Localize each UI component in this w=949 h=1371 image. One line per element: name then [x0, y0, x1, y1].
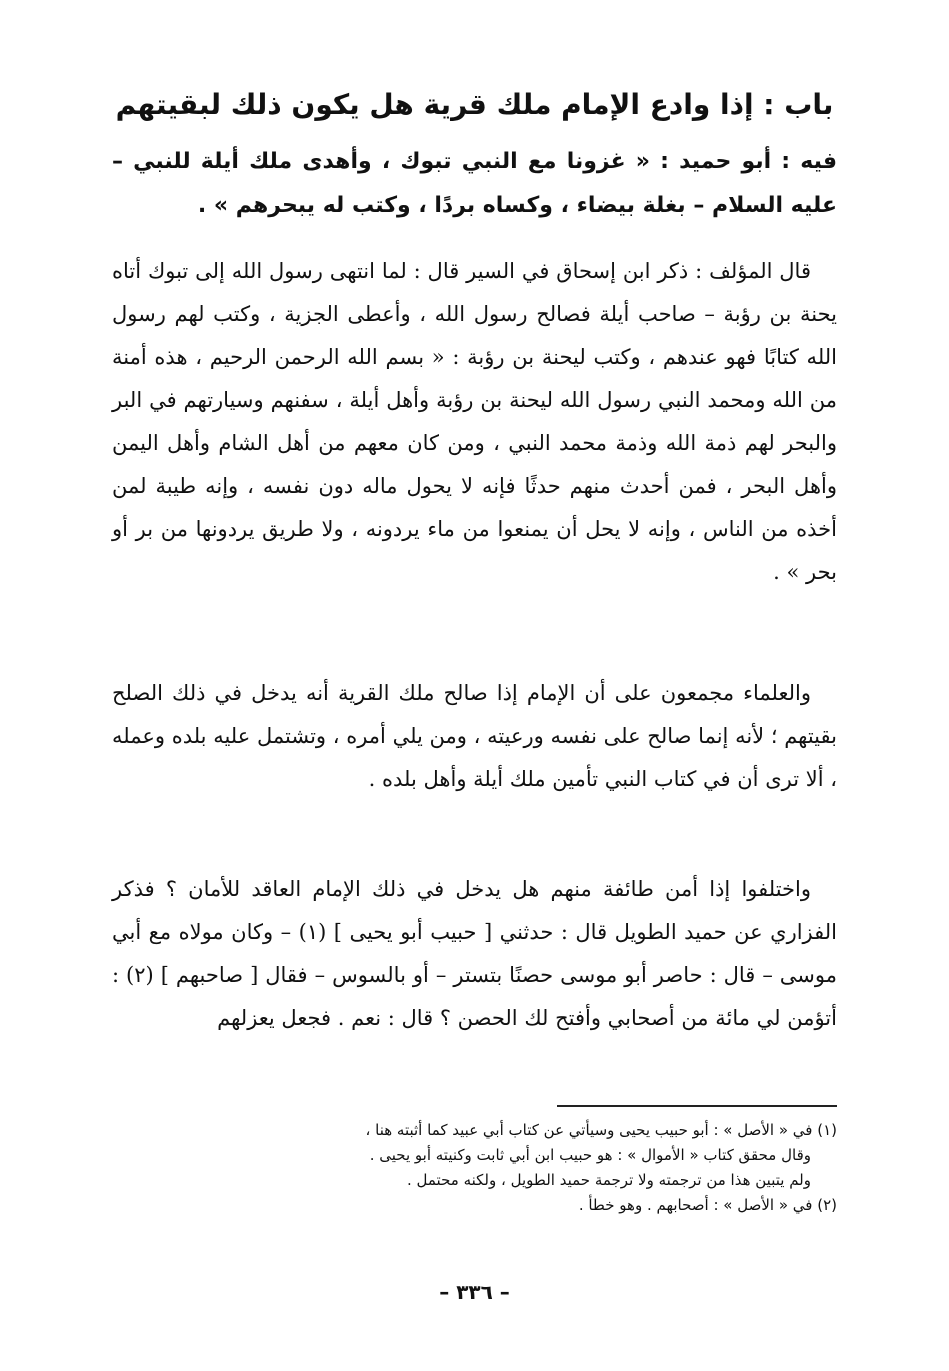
body-paragraph-2 [112, 672, 837, 801]
paragraph-text: قال المؤلف : ذكر ابن إسحاق في السير قال : لما انتهى رسول الله إلى تبوك أتاه يحنة بن رؤبة – صاحب أيلة فصالح رسول الله ، وأعطى الجزية ، وكتب لهم رسول الله كتابًا فهو عندهم ، وكتب ليحنة بن رؤبة : « بسم الله الرحمن الرحيم ، هذه أمنة من الله ومحمد النبي رسول الله ليحنة بن رؤبة وأهل أيلة ، سفنهم وسيارتهم في البر والبحر لهم ذمة الله وذمة محمد النبي ، ومن كان معهم من أهل الشام وأهل اليمن وأهل البحر ، فمن أحدث منهم حدثًا فإنه لا يحول ماله دون نفسه ، وإنه طيبة لمن أخذه من الناس ، وإنه لا يحل أن يمنعوا من ماء يردونه ، ولا طريق يردونها من بر أو بحر » . [112, 259, 837, 584]
footnote-2: (٢) في « الأصل » : أصحابهم . وهو خطأ . [578, 1196, 837, 1214]
body-paragraph-1 [112, 250, 837, 594]
hadith-text: فيه : أبو حميد : « غزونا مع النبي تبوك ، وأهدى ملك أيلة للنبي – عليه السلام – بغلة بيضاء ، وكساه بردًا ، وكتب له يبحرهم » . [112, 149, 837, 218]
page-number: – ٣٣٦ – [439, 1280, 510, 1304]
footnote-1-line-3: ولم يتبين هذا من ترجمته ولا ترجمة حميد الطويل ، ولكنه محتمل . [406, 1171, 811, 1189]
footnote-1-line-1: (١) في « الأصل » : أبو حبيب يحيى وسيأتي عن كتاب أبي عبيد كما أثبته هنا ، [365, 1121, 837, 1139]
body-paragraph-3 [112, 868, 837, 1040]
paragraph-text: والعلماء مجمعون على أن الإمام إذا صالح ملك القرية أنه يدخل في ذلك الصلح بقيتهم ؛ لأنه إنما صالح على نفسه ورعيته ، ومن يلي أمره ، وتشتمل عليه بلده وعمله ، ألا ترى أن في كتاب النبي تأمين ملك أيلة وأهل بلده . [112, 681, 837, 791]
footnote-separator [557, 1105, 837, 1107]
footnotes [112, 1118, 837, 1218]
footnote-1-line-2: وقال محقق كتاب « الأموال » : هو حبيب ابن أبي ثابت وكنيته أبو يحيى . [369, 1146, 811, 1164]
chapter-title: باب : إذا وادع الإمام ملك قرية هل يكون ذلك لبقيتهم [115, 88, 834, 121]
paragraph-text: واختلفوا إذا أمن طائفة منهم هل يدخل في ذلك الإمام العاقد للأمان ؟ فذكر الفزاري عن حميد الطويل قال : حدثني [ حبيب أبو يحيى ] (١) – وكان مولاه مع أبي موسى – قال : حاصر أبو موسى حصنًا بتستر – أو بالسوس – فقال [ صاحبهم ] (٢) : أتؤمن لي مائة من أصحابي وأفتح لك الحصن ؟ قال : نعم . فجعل يعزلهم [112, 877, 838, 1030]
